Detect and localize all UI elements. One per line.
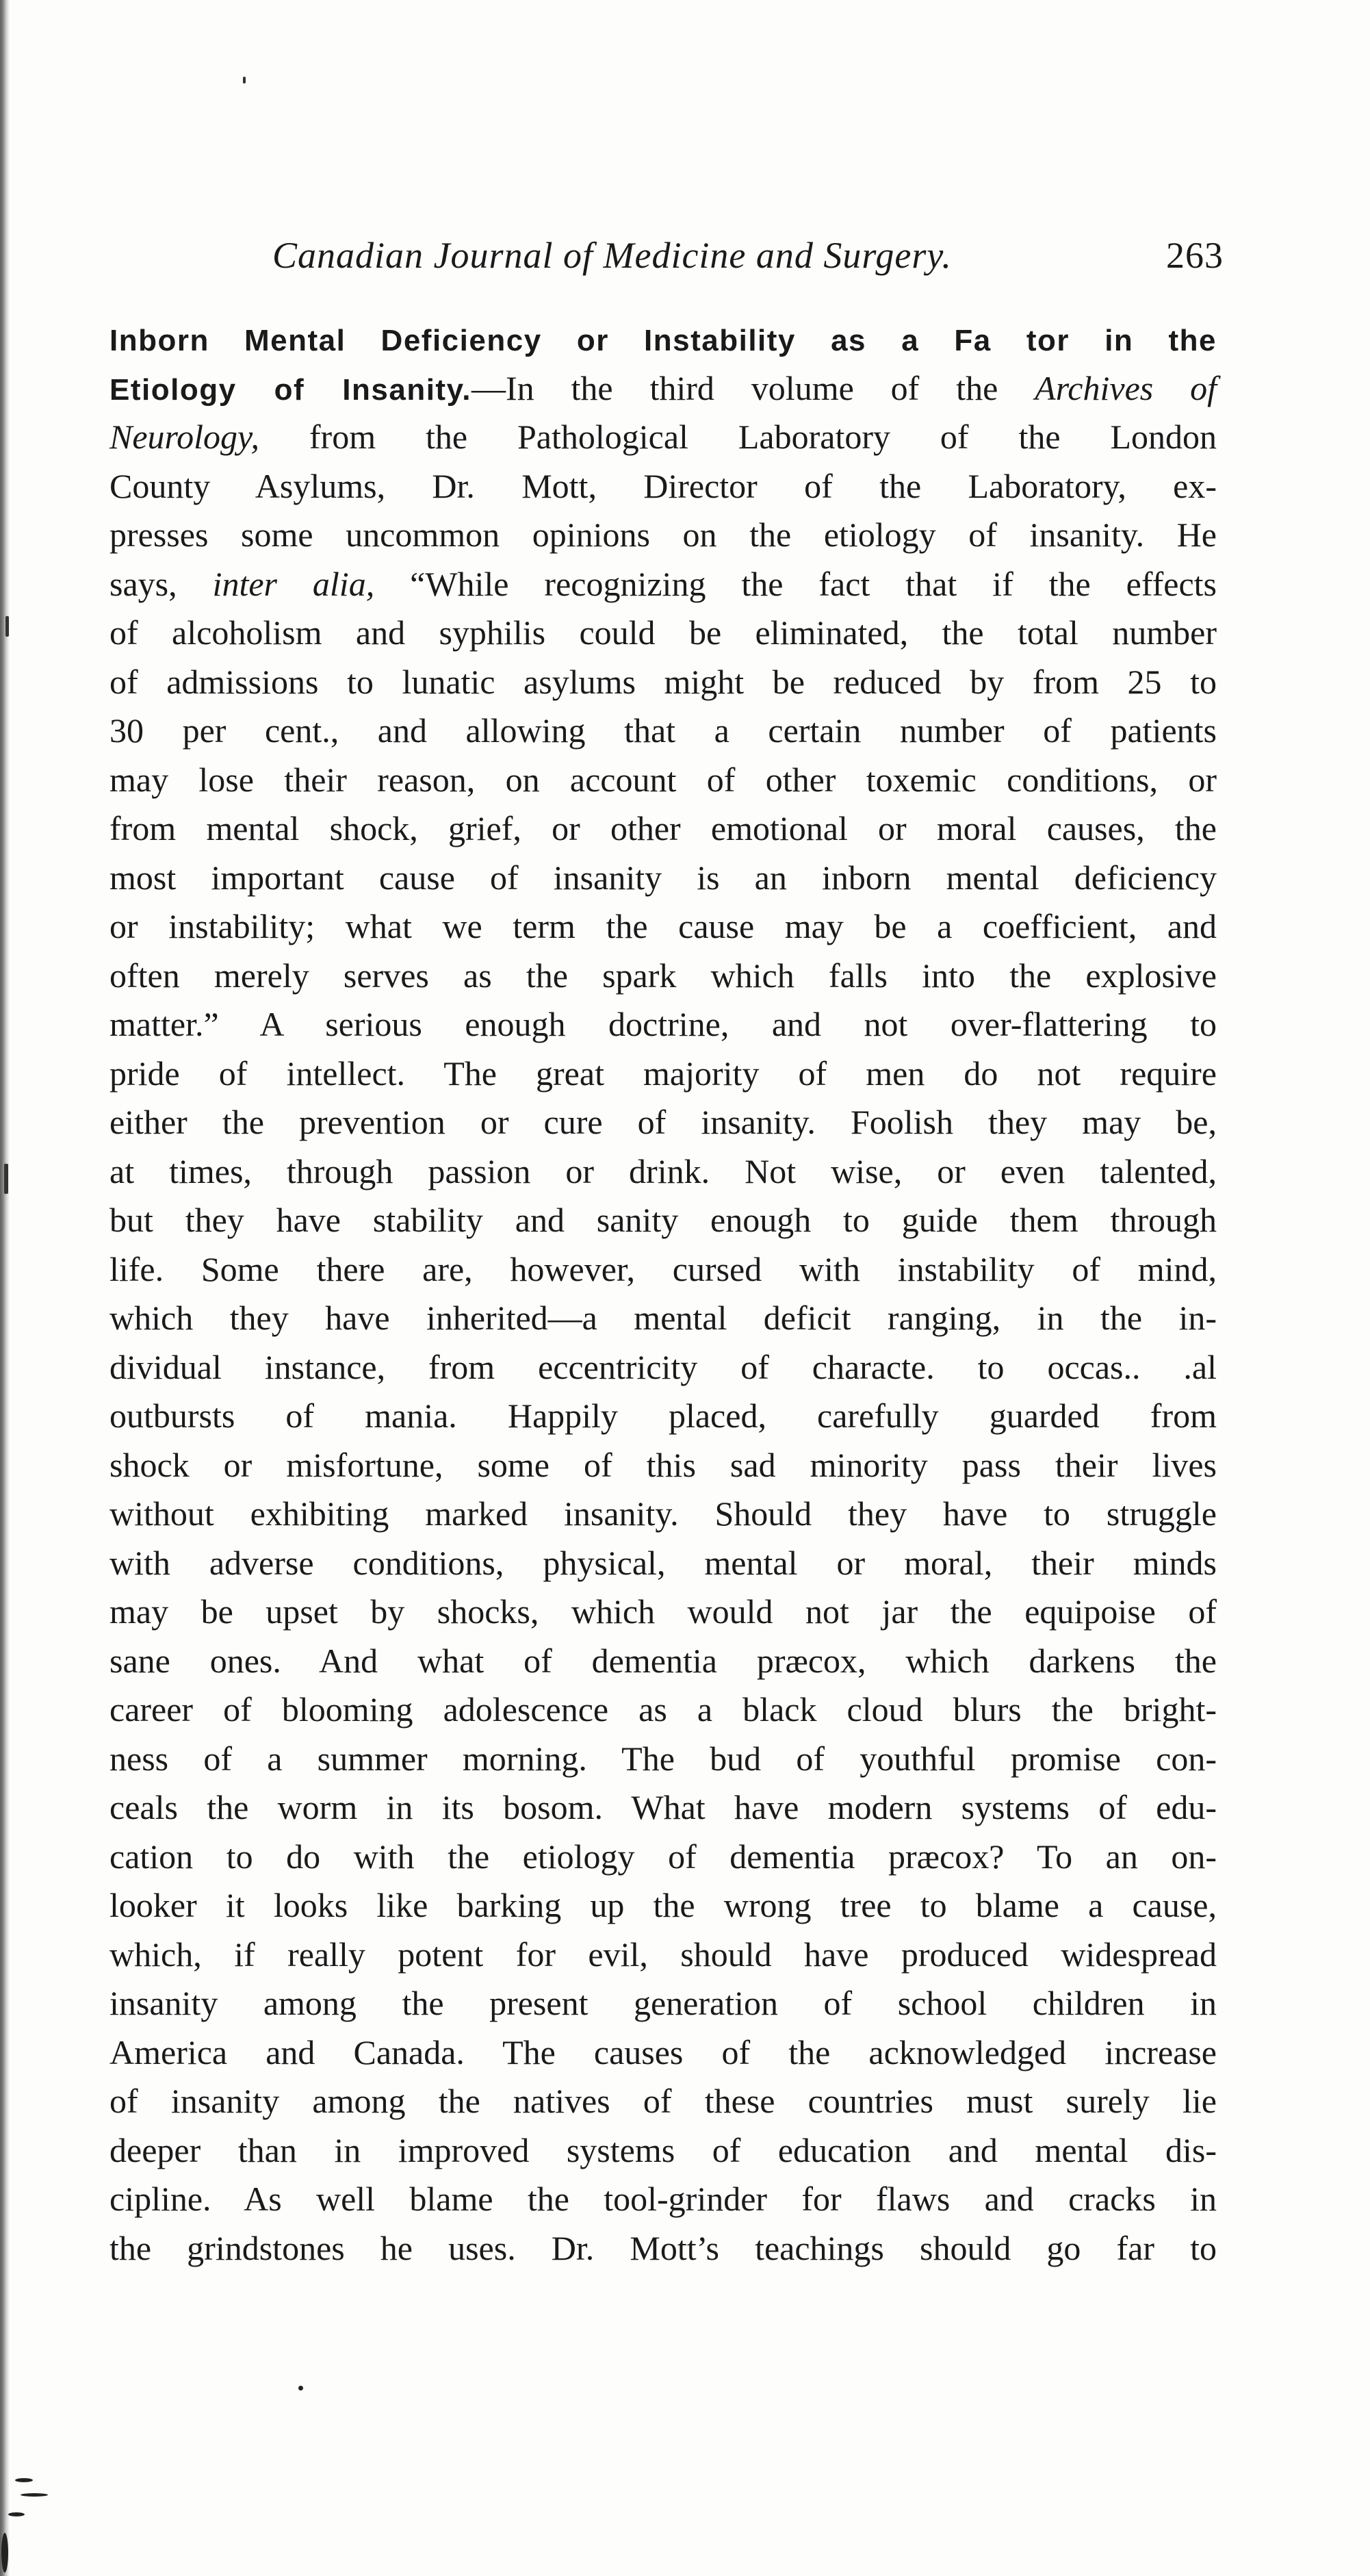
- text-line: [109, 952, 1217, 1001]
- text-line: [109, 2224, 1217, 2273]
- article-heading-continued: Etiology of Insanity.: [109, 372, 472, 407]
- scan-speck: [5, 616, 9, 637]
- text-line: [109, 706, 1217, 756]
- text-line: [109, 462, 1217, 511]
- scan-speck: [21, 2493, 48, 2497]
- text-line: [109, 658, 1217, 707]
- text-line: [109, 413, 1217, 462]
- text-line: [109, 1979, 1217, 2028]
- text-line: [109, 1833, 1217, 1882]
- text-segment: may lose their reason, on account of other toxemic conditions, or: [109, 760, 1217, 799]
- text-line: [109, 1098, 1217, 1147]
- text-segment: looker it looks like barking up the wrong tree to blame a cause,: [109, 1886, 1217, 1924]
- text-line: [109, 1245, 1217, 1295]
- text-segment: the grindstones he uses. Dr. Mott’s teachings should go far to: [109, 2228, 1217, 2267]
- text-line: [109, 1147, 1217, 1197]
- text-segment: insanity among the present generation of school children in: [109, 1984, 1217, 2022]
- text-segment: “While recognizing the fact that if the effects: [374, 564, 1217, 603]
- text-line: [109, 1294, 1217, 1343]
- article-heading-line: [109, 315, 1217, 364]
- text-line: [109, 2175, 1217, 2224]
- italic-text: inter alia,: [212, 564, 375, 603]
- text-segment: most important cause of insanity is an inborn mental deficiency: [109, 858, 1217, 897]
- journal-title: Canadian Journal of Medicine and Surgery.: [272, 235, 952, 276]
- text-segment: cation to do with the etiology of dementia præcox? To an on-: [109, 1837, 1217, 1876]
- scan-speck: [1, 2533, 8, 2573]
- scan-speck: [8, 2512, 25, 2516]
- text-segment: pride of intellect. The great majority of men do not require: [109, 1054, 1217, 1093]
- text-segment: either the prevention or cure of insanity. Foolish they may be,: [109, 1103, 1217, 1141]
- text-segment: presses some uncommon opinions on the etiology of insanity. He: [109, 515, 1217, 554]
- text-line: [109, 1196, 1217, 1245]
- text-segment: career of blooming adolescence as a black cloud blurs the bright-: [109, 1690, 1217, 1729]
- text-segment: outbursts of mania. Happily placed, carefully guarded from: [109, 1397, 1217, 1435]
- text-segment: America and Canada. The causes of the acknowledged increase: [109, 2032, 1217, 2071]
- text-line: [109, 1539, 1217, 1588]
- text-segment: which they have inherited—a mental deficit ranging, in the in-: [109, 1299, 1217, 1337]
- article-heading: Inborn Mental Deficiency or Instability as a Fa tor in the: [109, 324, 1217, 357]
- text-segment: 30 per cent., and allowing that a certain number of patients: [109, 711, 1217, 750]
- scan-edge-mark: [0, 2437, 89, 2574]
- text-line: [109, 1685, 1217, 1735]
- text-segment: —In the third volume of the: [471, 368, 1035, 407]
- text-segment: deeper than in improved systems of education and mental dis-: [109, 2130, 1217, 2169]
- text-line: [109, 1490, 1217, 1539]
- text-line: [109, 2126, 1217, 2176]
- text-segment: life. Some there are, however, cursed with instability of mind,: [109, 1249, 1217, 1288]
- text-segment: without exhibiting marked insanity. Should they have to struggle: [109, 1494, 1217, 1533]
- text-segment: of insanity among the natives of these countries must surely lie: [109, 2082, 1217, 2120]
- scan-speck: [4, 1164, 8, 1194]
- scan-speck: [243, 77, 246, 84]
- scan-speck: [15, 2478, 33, 2482]
- text-segment: of admissions to lunatic asylums might be reduced by from 25 to: [109, 662, 1217, 701]
- text-segment: shock or misfortune, some of this sad minority pass their lives: [109, 1445, 1217, 1484]
- text-line: [109, 560, 1217, 609]
- text-segment: or instability; what we term the cause may be a coefficient, and: [109, 907, 1217, 945]
- text-segment: cipline. As well blame the tool-grinder for flaws and cracks in: [109, 2180, 1217, 2218]
- text-line: [109, 609, 1217, 658]
- text-line: [109, 1343, 1217, 1392]
- text-line: [109, 1881, 1217, 1930]
- text-segment: dividual instance, from eccentricity of characte. to occas.. .al: [109, 1347, 1217, 1386]
- text-line: [109, 2028, 1217, 2078]
- text-segment: sane ones. And what of dementia præcox, which darkens the: [109, 1641, 1217, 1680]
- text-line: [109, 1783, 1217, 1833]
- text-line: [109, 1735, 1217, 1784]
- text-segment: ness of a summer morning. The bud of youthful promise con-: [109, 1739, 1217, 1778]
- text-segment: from the Pathological Laboratory of the London: [259, 418, 1217, 456]
- text-segment: ceals the worm in its bosom. What have modern systems of edu-: [109, 1788, 1217, 1826]
- text-line: [109, 2077, 1217, 2126]
- text-line: [109, 854, 1217, 903]
- running-head: [272, 234, 1224, 282]
- italic-text: Neurology,: [109, 418, 259, 456]
- text-line: [109, 1441, 1217, 1490]
- page-number: 263: [1166, 235, 1224, 276]
- text-line: [109, 1049, 1217, 1099]
- binding-shadow: [0, 0, 10, 2576]
- text-segment: from mental shock, grief, or other emotional or moral causes, the: [109, 809, 1217, 847]
- text-segment: County Asylums, Dr. Mott, Director of the Laboratory, ex-: [109, 466, 1217, 505]
- text-line: [109, 1392, 1217, 1441]
- text-segment: of alcoholism and syphilis could be eliminated, the total number: [109, 613, 1217, 652]
- text-line: [109, 1587, 1217, 1637]
- text-segment: but they have stability and sanity enough to guide them through: [109, 1201, 1217, 1239]
- italic-text: Archives of: [1035, 368, 1217, 407]
- text-line: [109, 902, 1217, 952]
- text-segment: matter.” A serious enough doctrine, and not over-flattering to: [109, 1005, 1217, 1043]
- text-line: [109, 1930, 1217, 1980]
- article-text: [109, 364, 1217, 2273]
- text-segment: with adverse conditions, physical, mental or moral, their minds: [109, 1543, 1217, 1582]
- text-line: [109, 804, 1217, 854]
- text-segment: may be upset by shocks, which would not jar the equipoise of: [109, 1592, 1217, 1631]
- article-body: [109, 315, 1217, 2286]
- text-segment: which, if really potent for evil, should have produced widespread: [109, 1935, 1217, 1974]
- text-segment: often merely serves as the spark which falls into the explosive: [109, 956, 1217, 995]
- text-segment: says,: [109, 564, 213, 603]
- text-segment: at times, through passion or drink. Not wise, or even talented,: [109, 1151, 1217, 1190]
- text-line: [109, 1637, 1217, 1686]
- text-line: [109, 756, 1217, 805]
- text-line: [109, 364, 1217, 413]
- scan-speck: [298, 2386, 303, 2390]
- text-line: [109, 511, 1217, 560]
- text-line: [109, 1000, 1217, 1049]
